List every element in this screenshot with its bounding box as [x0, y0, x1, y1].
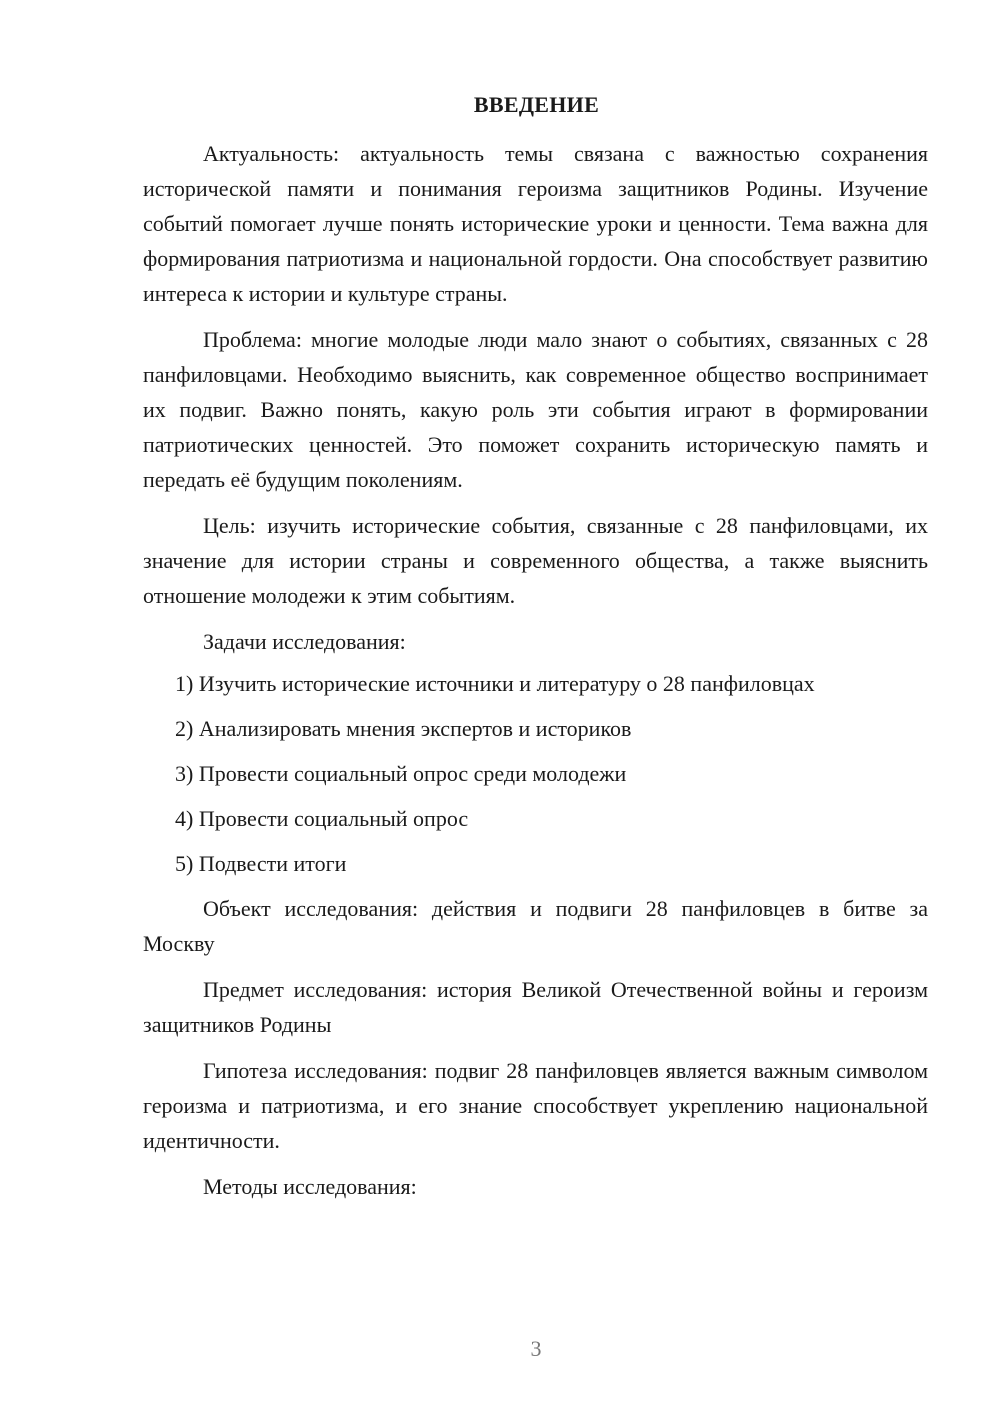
list-item: 1) Изучить исторические источники и литературу о 28 панфиловцах: [175, 671, 815, 696]
tasks-list: [143, 666, 928, 881]
paragraph-problem: Проблема: многие молодые люди мало знают о событиях, связанных с 28 панфиловцами. Необходимо выяснить, как современное общество воспринимает их подвиг. Важно понять, какую роль эти события играют в формировании патриотических ценностей. Это поможет сохранить историческую память и передать её будущим поколениям.: [143, 327, 928, 492]
paragraph-subject: Предмет исследования: история Великой Отечественной войны и героизм защитников Родины: [143, 977, 928, 1037]
paragraph-methods: Методы исследования:: [203, 1174, 417, 1199]
paragraph-goal: Цель: изучить исторические события, связанные с 28 панфиловцами, их значение для истории страны и современного общества, а также выяснить отношение молодежи к этим событиям.: [143, 513, 928, 608]
page-number: 3: [530, 1336, 542, 1361]
list-item: 5) Подвести итоги: [175, 851, 347, 876]
list-item: 3) Провести социальный опрос среди молодежи: [175, 761, 627, 786]
page-title: ВВЕДЕНИЕ: [473, 92, 600, 117]
list-item: 4) Провести социальный опрос: [175, 806, 469, 831]
paragraph-hypothesis: Гипотеза исследования: подвиг 28 панфиловцев является важным символом героизма и патриотизма, и его знание способствует укреплению национальной идентичности.: [143, 1058, 928, 1153]
paragraph-relevance: Актуальность: актуальность темы связана с важностью сохранения исторической памяти и понимания героизма защитников Родины. Изучение событий помогает лучше понять исторические уроки и ценности. Тема важна для формирования патриотизма и национальной гордости. Она способствует развитию интереса к истории и культуре страны.: [143, 141, 928, 306]
document-page: [143, 92, 928, 1215]
list-item: 2) Анализировать мнения экспертов и историков: [175, 716, 632, 741]
paragraph-object: Объект исследования: действия и подвиги 28 панфиловцев в битве за Москву: [143, 896, 928, 956]
paragraph-tasks-heading: Задачи исследования:: [203, 629, 406, 654]
